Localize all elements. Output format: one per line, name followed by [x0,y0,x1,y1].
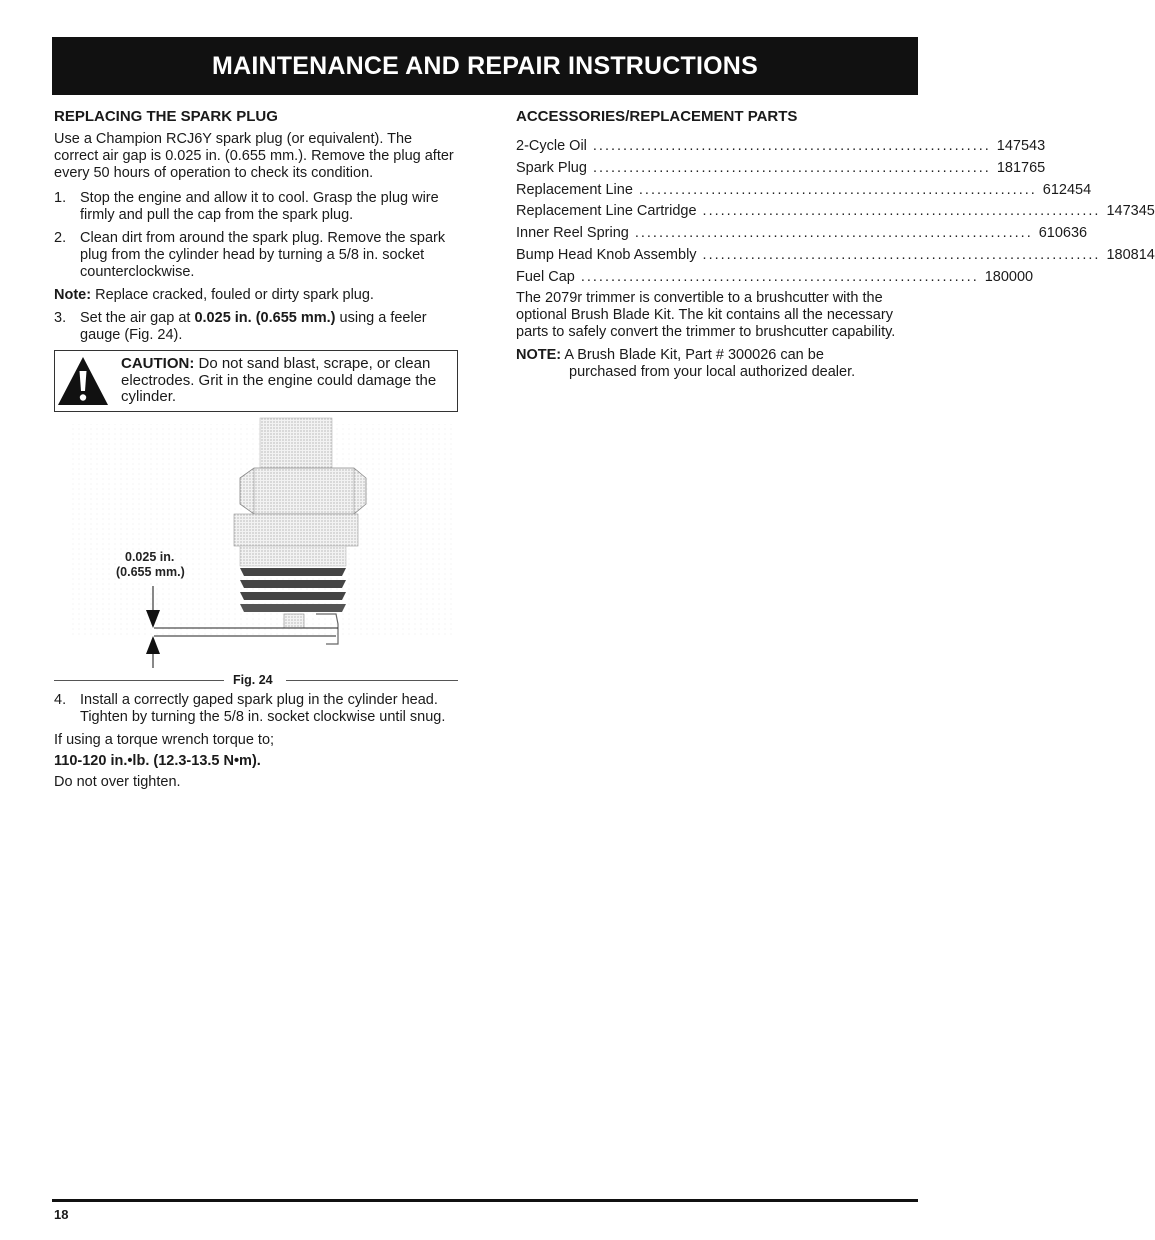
part-name: Spark Plug [516,159,587,176]
torque-value: 110-120 in.•lb. (12.3-13.5 N•m). [54,753,261,769]
part-name: 2-Cycle Oil [516,138,587,154]
step-2-number: 2. [54,230,67,246]
page-header-bar [52,37,918,95]
part-row [516,201,1155,223]
parts-list [516,136,1155,289]
dot-leader: .................................................................. [638,181,1037,198]
figure-24 [54,418,458,690]
spark-plug-note [54,287,458,304]
caution-label: CAUTION: [121,355,195,372]
part-row [516,180,1092,202]
part-row [516,267,1034,289]
gap-label-mm: (0.655 mm.) [116,565,185,579]
part-number: 610636 [1038,225,1088,242]
do-not-over-tighten: Do not over tighten. [54,774,181,790]
part-name: Replacement Line Cartridge [516,203,697,220]
step-4 [54,692,458,726]
part-number: 147345 [1106,203,1155,220]
caption-rule-left [54,680,224,681]
step-3-text-start: Set the air gap at [80,310,195,326]
dot-leader: .................................................................. [592,138,991,154]
part-number: 147543 [996,138,1046,154]
caption-rule-right [286,680,458,681]
part-name: Replacement Line [516,181,633,198]
dot-leader: .................................................................. [702,246,1101,263]
brush-note-label: NOTE: [516,346,562,363]
gap-label-inches: 0.025 in. [125,550,175,564]
page-header-title: MAINTENANCE AND REPAIR INSTRUCTIONS [212,51,758,80]
part-row [516,245,1155,267]
part-number: 180000 [984,268,1034,285]
step-4-text: Install a correctly gaped spark plug in the cylinder head. Tighten by turning the 5/8 in. socket clockwise until snug. [80,692,446,725]
part-name: Inner Reel Spring [516,225,629,242]
part-row [516,223,1088,245]
part-name: Fuel Cap [516,268,575,285]
step-4-number: 4. [54,692,67,708]
convertible-text: The 2079r trimmer is convertible to a brushcutter with the optional Brush Blade Kit. The kit contains all the necessary parts to safely convert the trimmer to brushcutter capability. [516,289,896,340]
dot-leader: .................................................................. [634,225,1033,242]
step-3-text [80,310,458,344]
figure-caption: Fig. 24 [233,673,273,687]
part-row [516,136,1046,158]
dot-leader: .................................................................. [592,159,991,176]
part-number: 181765 [996,159,1046,176]
step-3 [54,310,458,344]
accessories-title: ACCESSORIES/REPLACEMENT PARTS [516,108,798,125]
spark-plug-install-section [54,692,458,791]
step-2-text: Clean dirt from around the spark plug. Remove the spark plug from the cylinder head by turning a 5/8 in. socket counterclockwise. [80,230,446,280]
dot-leader: .................................................................. [580,268,979,285]
step-3-gap-value: 0.025 in. (0.655 mm.) [194,310,336,326]
brush-note-line2: purchased from your local authorized dealer. [569,363,856,380]
step-3-number: 3. [54,310,67,326]
spark-plug-title: REPLACING THE SPARK PLUG [54,108,278,125]
part-row [516,158,1046,180]
accessories-section [516,108,1155,381]
note-label: Note: [54,287,92,303]
footer-rule [52,1199,918,1202]
dot-leader: .................................................................. [702,203,1101,220]
caution-box [54,350,458,412]
caution-text: Do not sand blast, scrape, or clean electrodes. Grit in the engine could damage the cylinder. [121,355,437,405]
spark-plug-illustration [54,418,458,668]
brush-note-line1: A Brush Blade Kit, Part # 300026 can be [561,346,824,363]
spark-plug-intro: Use a Champion RCJ6Y spark plug (or equivalent). The correct air gap is 0.025 in. (0.655 mm.). Remove the plug after every 50 hours of operation to check its condition. [54,131,454,181]
brush-blade-note [516,347,916,381]
torque-intro: If using a torque wrench torque to; [54,732,275,748]
part-name: Bump Head Knob Assembly [516,246,697,263]
warning-triangle-icon [57,355,109,407]
step-2 [54,230,458,281]
note-text: Replace cracked, fouled or dirty spark plug. [95,287,374,303]
spark-plug-section [54,108,458,412]
page-number: 18 [54,1207,69,1222]
step-1 [54,190,458,224]
part-number: 180814 [1106,246,1155,263]
step-1-number: 1. [54,190,67,206]
figure-caption-row [54,672,458,688]
part-number: 612454 [1042,181,1092,198]
step-3-text-end: using a feeler gauge (Fig. 24). [80,310,427,343]
step-1-text: Stop the engine and allow it to cool. Grasp the plug wire firmly and pull the cap from the spark plug. [80,190,439,223]
